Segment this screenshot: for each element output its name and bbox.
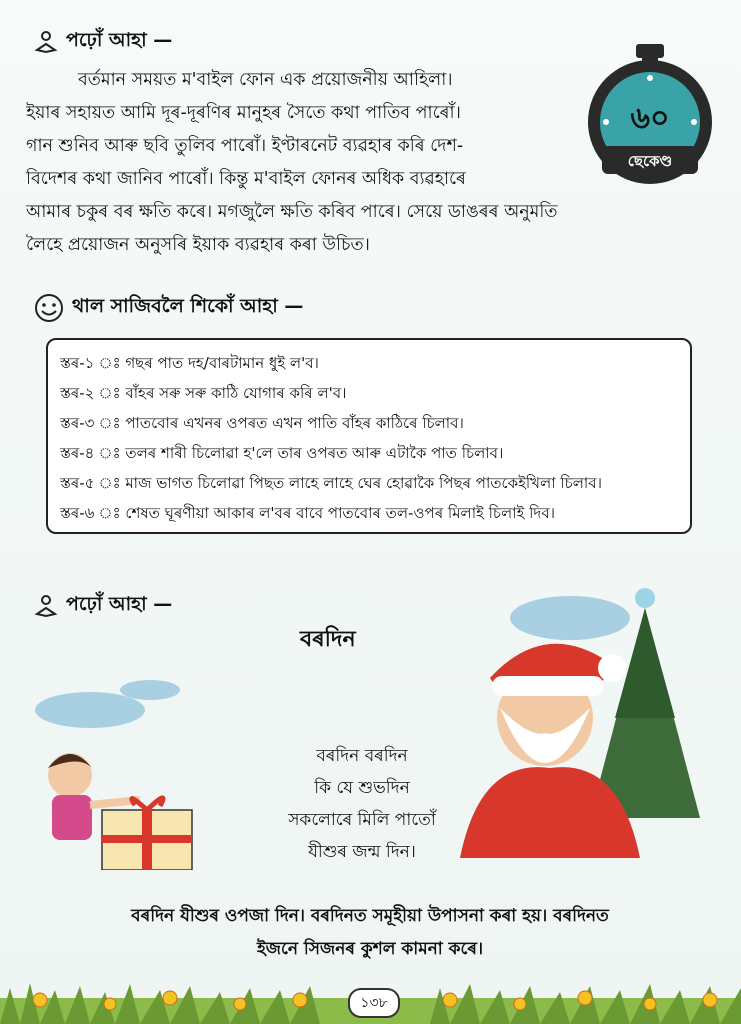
closing-line: ইজনে সিজনৰ কুশল কামনা কৰে। [256, 939, 484, 959]
stopwatch-timer [580, 42, 720, 192]
child-with-gift-illustration [30, 670, 250, 870]
section2-heading-text: থাল সাজিবলৈ শিকোঁ আহা — [72, 295, 304, 317]
smiley-icon [34, 293, 64, 323]
paragraph-line: বৰ্তমান সময়ত ম'বাইল ফোন এক প্ৰয়োজনীয় আহিলা। [78, 70, 453, 90]
step-item: স্তৰ-১ ঃ গছৰ পাত দহ/বাৰটামান ধুই ল'ব। [60, 354, 319, 372]
section1-heading-text: পঢ়োঁ আহা — [66, 29, 173, 51]
step-item: স্তৰ-৪ ঃ তলৰ শাৰী চিলোৱা হ'লে তাৰ ওপৰত আৰু এটাকৈ পাত চিলাব। [60, 444, 504, 462]
section1-heading [34, 26, 172, 58]
santa-claus-tree-illustration [450, 568, 710, 858]
section3-heading [34, 590, 172, 622]
step-item: স্তৰ-৩ ঃ পাতবোৰ এখনৰ ওপৰত এখন পাতি বাঁহৰ কাঠিৰে চিলাব। [60, 414, 464, 432]
poem-line: সকলোৰে মিলি পাতোঁ [288, 810, 436, 830]
closing-line: বৰদিন যীশুৰ ওপজা দিন। বৰদিনত সমূহীয়া উপাসনা কৰা হয়। বৰদিনত [131, 906, 609, 926]
paragraph-line: ইয়াৰ সহায়ত আমি দূৰ-দূৰণিৰ মানুহৰ সৈতে কথা পাতিব পাৰোঁ। [26, 103, 461, 123]
timer-unit: ছেকেণ্ড [627, 152, 673, 170]
steps-box [46, 338, 692, 534]
reading-child-icon [34, 30, 58, 54]
timer-value: ৬০ [630, 101, 670, 136]
poem-line: বৰদিন বৰদিন [316, 746, 408, 766]
poem-title: বৰদিন [300, 627, 356, 652]
poem-line: কি যে শুভদিন [314, 778, 410, 798]
paragraph-line: আমাৰ চকুৰ বৰ ক্ষতি কৰে। মগজুলৈ ক্ষতি কৰিব পাৰে। সেয়ে ডাঙৰৰ অনুমতি [26, 202, 558, 222]
paragraph-line: লৈহে প্ৰয়োজন অনুসৰি ইয়াক ব্যৱহাৰ কৰা উচিত। [26, 235, 370, 255]
reading-child-icon [34, 594, 58, 618]
paragraph-line: গান শুনিব আৰু ছবি তুলিব পাৰোঁ। ইণ্টাৰনেট ব্যৱহাৰ কৰি দেশ- [26, 136, 464, 156]
page-number: ১৩৮ [348, 988, 400, 1018]
step-item: স্তৰ-৫ ঃ মাজ ভাগত চিলোৱা পিছত লাহে লাহে ঘেৰ হোৱাকৈ পিছৰ পাতকেইখিলা চিলাব। [60, 474, 602, 492]
poem-line: যীশুৰ জন্ম দিন। [308, 842, 416, 862]
mobile-phone-paragraph [26, 64, 561, 262]
christmas-paragraph [60, 900, 680, 966]
section3-heading-text: পঢ়োঁ আহা — [66, 593, 173, 615]
step-item: স্তৰ-২ ঃ বাঁহৰ সৰু সৰু কাঠি যোগাৰ কৰি ল'ব। [60, 384, 347, 402]
poem [282, 740, 442, 868]
step-item: স্তৰ-৬ ঃ শেষত ঘূৰণীয়া আকাৰ ল'বৰ বাবে পাতবোৰ তল-ওপৰ মিলাই চিলাই দিব। [60, 504, 555, 522]
section2-heading [34, 292, 303, 324]
paragraph-line: বিদেশৰ কথা জানিব পাৰোঁ। কিন্তু ম'বাইল ফোনৰ অধিক ব্যৱহাৰে [26, 169, 466, 189]
